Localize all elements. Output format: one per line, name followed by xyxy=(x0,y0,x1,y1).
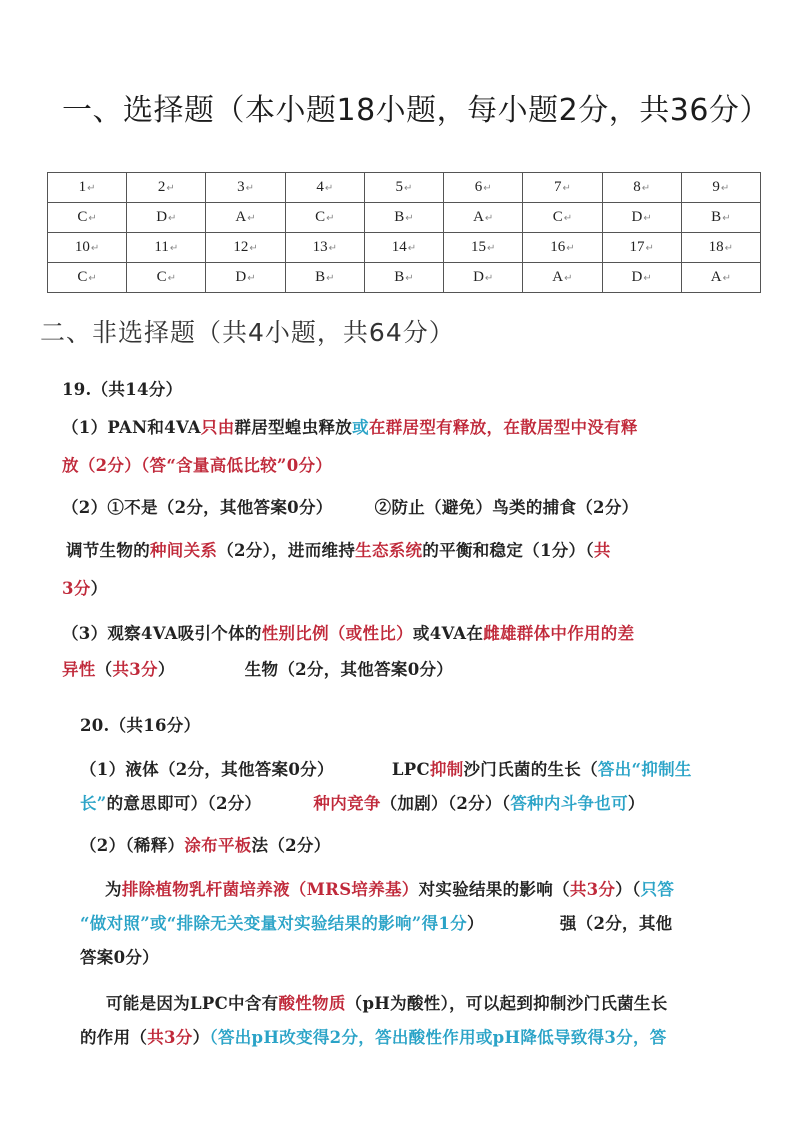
return-mark-icon: ↵ xyxy=(166,183,175,194)
cell-value: 16 xyxy=(550,239,566,255)
cell-value: 7 xyxy=(553,179,562,195)
cell-value: 2 xyxy=(157,179,166,195)
q20-p1-key2: 种内竞争 xyxy=(313,794,381,813)
return-mark-icon: ↵ xyxy=(326,273,335,284)
cell-value: D xyxy=(473,269,484,285)
return-mark-icon: ↵ xyxy=(169,243,179,254)
q19-part3-line1 xyxy=(62,620,634,644)
return-mark-icon: ↵ xyxy=(326,213,335,224)
q20-part2-line1 xyxy=(80,832,331,856)
cell-value: 10 xyxy=(74,239,90,255)
q19-p2-answer2: ②防止（避免）鸟类的捕食（2分） xyxy=(374,498,639,517)
q19-p3-key2: 生态系统 xyxy=(355,541,423,560)
q20-p1-text2: 沙门氏菌的生长（ xyxy=(463,760,598,779)
q20-p1-answer1: （1）液体（2分，其他答案0分） xyxy=(80,760,334,779)
q19-part2-line1 xyxy=(62,494,638,518)
q20-part3-line1 xyxy=(106,990,668,1014)
return-mark-icon: ↵ xyxy=(247,273,256,284)
q20-part2-line2 xyxy=(105,876,674,900)
q19-part3-line2 xyxy=(62,656,453,680)
return-mark-icon: ↵ xyxy=(643,213,652,224)
q19-p3-text2: （2分），进而维持 xyxy=(217,541,356,560)
return-mark-icon: ↵ xyxy=(405,213,414,224)
q19-header: 19.（共14分） xyxy=(62,380,183,399)
cell-value: 12 xyxy=(233,239,249,255)
answer-table-cell xyxy=(48,173,127,203)
answer-table-cell xyxy=(681,173,760,203)
cell-value: B xyxy=(711,209,722,225)
q20-p1-note1: 答出“抑制生 xyxy=(597,760,692,779)
q20-part3-line2 xyxy=(80,1024,667,1048)
answer-table-cell xyxy=(523,203,602,233)
return-mark-icon: ↵ xyxy=(643,273,652,284)
answer-table-cell xyxy=(48,263,127,293)
q20-p1-text3: 的意思即可）（2分） xyxy=(106,794,262,813)
q19-part2-line2 xyxy=(66,537,611,561)
q19-p4-key1: 性别比例（或性比） xyxy=(261,624,413,643)
q19-p2-answer1: （2）①不是（2分，其他答案0分） xyxy=(62,498,333,517)
answer-table-cell xyxy=(285,173,364,203)
answer-table-cell xyxy=(523,263,602,293)
q19-p4-text1: （3）观察4VA吸引个体的 xyxy=(62,624,262,643)
answer-table-cell xyxy=(681,203,760,233)
return-mark-icon: ↵ xyxy=(720,183,730,194)
answer-table-row xyxy=(48,233,761,263)
q19-p4-answer2: 生物（2分，其他答案0分） xyxy=(244,660,454,679)
q20-p3-text1: 为 xyxy=(105,880,122,899)
return-mark-icon: ↵ xyxy=(407,243,417,254)
cell-value: C xyxy=(77,269,88,285)
q20-p3-total: 共3分 xyxy=(569,880,616,899)
cell-value: 14 xyxy=(391,239,407,255)
cell-value: 8 xyxy=(633,179,641,195)
q19-p3-close: ） xyxy=(90,579,108,598)
answer-table-cell xyxy=(602,173,681,203)
answer-table-cell xyxy=(602,233,681,263)
q19-p1-text: （1）PAN和4VA xyxy=(62,418,201,437)
cell-value: C xyxy=(156,269,167,285)
answer-table-cell xyxy=(206,263,285,293)
cell-value: A xyxy=(552,269,564,285)
cell-value: 3 xyxy=(237,179,245,195)
q20-p4-note: （答出pH改变得2分，答出酸性作用或pH降低导致得3分，答 xyxy=(209,1028,667,1047)
return-mark-icon: ↵ xyxy=(87,183,96,194)
q20-part2-line3 xyxy=(80,910,672,934)
q20-p1-text4: （加剧）（2分）（ xyxy=(380,794,511,813)
return-mark-icon: ↵ xyxy=(484,213,494,224)
answer-table-cell xyxy=(523,233,602,263)
q20-p3-answer2: 强（2分，其他 xyxy=(559,914,673,933)
section1-title: 一、选择题（本小题18小题，每小题2分，共36分） xyxy=(62,93,770,128)
cell-value: 6 xyxy=(474,179,483,195)
return-mark-icon: ↵ xyxy=(324,183,334,194)
section2-title: 二、非选择题（共4小题，共64分） xyxy=(40,318,455,347)
answer-table-cell xyxy=(127,203,206,233)
q19-part1-line1 xyxy=(62,414,638,438)
return-mark-icon: ↵ xyxy=(487,243,496,254)
cell-value: A xyxy=(473,209,484,225)
q20-p2-key1: 涂布平板 xyxy=(184,836,252,855)
return-mark-icon: ↵ xyxy=(90,243,100,254)
return-mark-icon: ↵ xyxy=(483,183,492,194)
return-mark-icon: ↵ xyxy=(88,273,97,284)
cell-value: 11 xyxy=(154,239,169,255)
answer-table-cell xyxy=(364,233,443,263)
cell-value: 4 xyxy=(316,179,324,195)
return-mark-icon: ↵ xyxy=(328,243,337,254)
q20-p4-text1: 可能是因为LPC中含有 xyxy=(106,994,279,1013)
answer-table-cell xyxy=(602,263,681,293)
q20-p2-text2: 法（2分） xyxy=(251,836,331,855)
q20-header: 20.（共16分） xyxy=(80,716,201,735)
q19-p4-close: ） xyxy=(157,660,175,679)
q20-p1-lpc: LPC xyxy=(391,760,430,779)
answer-table-cell xyxy=(364,173,443,203)
return-mark-icon: ↵ xyxy=(167,273,177,284)
return-mark-icon: ↵ xyxy=(563,213,573,224)
cell-value: 9 xyxy=(712,179,720,195)
cell-value: C xyxy=(552,209,563,225)
cell-value: 1 xyxy=(78,179,87,195)
q19-p4-text2: 或4VA在 xyxy=(412,624,484,643)
return-mark-icon: ↵ xyxy=(641,183,651,194)
q20-p3-key1: 排除植物乳杆菌培养液（MRS培养基） xyxy=(121,880,419,899)
q20-p3-note1: 只答 xyxy=(640,880,675,899)
q20-p4-close: ） xyxy=(192,1028,210,1047)
answer-table-cell xyxy=(364,263,443,293)
cell-value: D xyxy=(156,209,168,225)
q20-p3-note2: “做对照”或“排除无关变量对实验结果的影响”得1分 xyxy=(80,914,467,933)
q19-p1-key1: 只由 xyxy=(200,418,235,437)
cell-value: D xyxy=(631,269,643,285)
cell-value: D xyxy=(631,209,643,225)
q19-p4-total: 共3分 xyxy=(112,660,158,679)
return-mark-icon: ↵ xyxy=(484,273,494,284)
q20-p1-note2: 长” xyxy=(80,794,107,813)
return-mark-icon: ↵ xyxy=(645,243,654,254)
cell-value: D xyxy=(235,269,247,285)
return-mark-icon: ↵ xyxy=(566,243,575,254)
q20-p1-close: ） xyxy=(627,794,645,813)
q19-p1-scoring: （2分）（答“含量高低比较”0分） xyxy=(78,456,333,475)
return-mark-icon: ↵ xyxy=(245,183,254,194)
answer-table-cell xyxy=(523,173,602,203)
answer-table-cell xyxy=(364,203,443,233)
q20-p3-answer2-cont: 答案0分） xyxy=(80,948,159,967)
answer-table-cell xyxy=(127,233,206,263)
answer-table-cell xyxy=(206,203,285,233)
q19-p1-text2: 群居型蝗虫释放 xyxy=(234,418,353,437)
q20-p1-note3: 答种内斗争也可 xyxy=(510,794,628,813)
q19-p3-key1: 种间关系 xyxy=(150,541,218,560)
cell-value: C xyxy=(77,209,88,225)
q19-p3-total1: 共 xyxy=(593,541,611,560)
q20-p4-text2: （pH为酸性），可以起到抑制沙门氏菌生长 xyxy=(345,994,668,1013)
answer-table-cell xyxy=(127,263,206,293)
answer-table-cell xyxy=(127,173,206,203)
cell-value: A xyxy=(710,269,722,285)
cell-value: B xyxy=(394,209,405,225)
cell-value: 13 xyxy=(312,239,328,255)
q20-p4-total: 共3分 xyxy=(147,1028,193,1047)
return-mark-icon: ↵ xyxy=(722,273,731,284)
return-mark-icon: ↵ xyxy=(564,273,573,284)
return-mark-icon: ↵ xyxy=(562,183,571,194)
q19-p4-open: （ xyxy=(95,660,113,679)
cell-value: B xyxy=(315,269,326,285)
q20-part1-line1 xyxy=(80,756,692,780)
cell-value: 5 xyxy=(395,179,404,195)
return-mark-icon: ↵ xyxy=(247,213,256,224)
return-mark-icon: ↵ xyxy=(249,243,258,254)
q20-p3-close: ） xyxy=(466,914,484,933)
q20-p3-text2: 对实验结果的影响（ xyxy=(418,880,570,899)
q19-p1-or: 或 xyxy=(352,418,369,437)
q19-p3-text3: 的平衡和稳定（1分）（ xyxy=(422,541,594,560)
cell-value: 17 xyxy=(629,239,645,255)
answer-table-cell xyxy=(444,173,523,203)
q20-p3-text3: ）（ xyxy=(615,880,641,899)
q20-p4-key1: 酸性物质 xyxy=(278,994,346,1013)
cell-value: 18 xyxy=(708,239,724,255)
return-mark-icon: ↵ xyxy=(724,243,734,254)
q19-p3-total2: 3分 xyxy=(62,579,91,598)
return-mark-icon: ↵ xyxy=(88,213,97,224)
answer-table xyxy=(47,172,761,293)
q20-part2-line4 xyxy=(80,944,159,968)
q19-p4-key2: 雌雄群体中作用的差 xyxy=(483,624,635,643)
q19-p1-key2: 在群居型有释放，在散居型中没有释 xyxy=(368,418,638,437)
q19-p1-key3: 放 xyxy=(62,456,79,475)
return-mark-icon: ↵ xyxy=(722,213,731,224)
answer-table-cell xyxy=(444,263,523,293)
answer-table-cell xyxy=(48,203,127,233)
answer-table-row xyxy=(48,203,761,233)
q19-part2-line3 xyxy=(62,575,107,599)
cell-value: A xyxy=(235,209,247,225)
q19-p4-key3: 异性 xyxy=(62,660,96,679)
q19-part1-line2 xyxy=(62,452,332,476)
answer-table-cell xyxy=(48,233,127,263)
return-mark-icon: ↵ xyxy=(168,213,177,224)
answer-table-cell xyxy=(285,233,364,263)
q19-p3-text1: 调节生物的 xyxy=(66,541,150,560)
answer-table-cell xyxy=(444,203,523,233)
answer-table-cell xyxy=(206,173,285,203)
answer-table-row xyxy=(48,173,761,203)
answer-table-cell xyxy=(285,263,364,293)
answer-table-cell xyxy=(444,233,523,263)
cell-value: B xyxy=(394,269,405,285)
answer-table-cell xyxy=(681,233,760,263)
q20-p4-text3: 的作用（ xyxy=(80,1028,148,1047)
answer-table-cell xyxy=(602,203,681,233)
cell-value: C xyxy=(315,209,326,225)
q20-part1-line2 xyxy=(80,790,645,814)
answer-table-row xyxy=(48,263,761,293)
return-mark-icon: ↵ xyxy=(404,183,413,194)
cell-value: 15 xyxy=(471,239,486,255)
return-mark-icon: ↵ xyxy=(405,273,414,284)
answer-table-cell xyxy=(285,203,364,233)
q20-p1-key1: 抑制 xyxy=(429,760,464,779)
q20-p2-text1: （2）（稀释） xyxy=(80,836,185,855)
answer-table-cell xyxy=(681,263,760,293)
answer-table-cell xyxy=(206,233,285,263)
